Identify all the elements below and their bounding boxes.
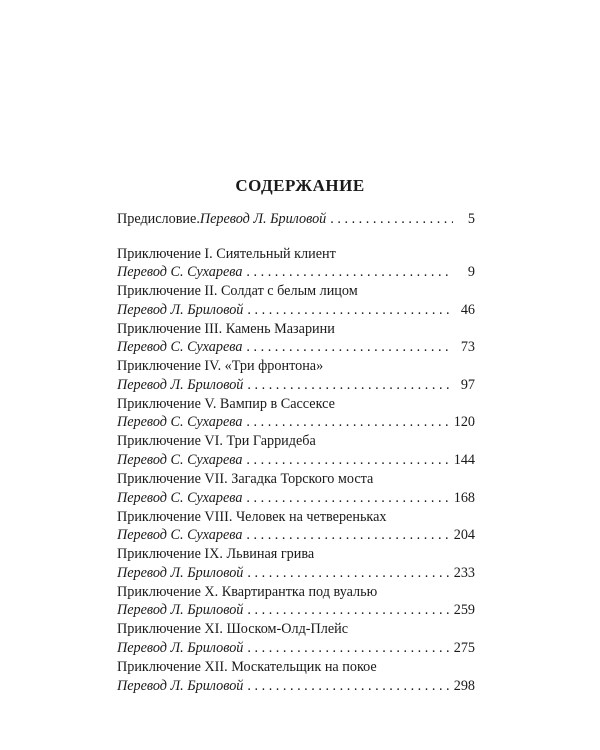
toc-entry	[117, 357, 475, 394]
table-of-contents	[117, 210, 475, 696]
toc-entry-translator: Перевод С. Сухарева	[117, 489, 243, 506]
toc-preface-translator: Перевод Л. Бриловой	[199, 211, 327, 227]
toc-entry-page: 204	[453, 527, 475, 544]
toc-entry-title: Приключение I. Сиятельный клиент	[117, 245, 336, 262]
toc-entry	[117, 282, 475, 319]
toc-entry-title: Приключение IV. «Три фронтона»	[117, 358, 324, 375]
toc-entry-line	[117, 677, 475, 696]
toc-entry-page: 9	[467, 264, 475, 280]
page-title: СОДЕРЖАНИЕ	[235, 176, 365, 195]
toc-entry-translator: Перевод С. Сухарева	[117, 451, 243, 468]
toc-entry-translator: Перевод С. Сухарева	[117, 339, 243, 356]
toc-entry	[117, 658, 475, 695]
leader-dots	[247, 677, 449, 696]
toc-entry-translator: Перевод Л. Бриловой	[117, 301, 244, 318]
toc-entry-title: Приключение II. Солдат с белым лицом	[117, 283, 358, 300]
leader-dots	[246, 263, 453, 282]
toc-entry-page: 259	[453, 602, 475, 619]
toc-entry-line	[117, 263, 475, 282]
toc-entry-page: 168	[453, 489, 475, 506]
leader-dots	[247, 301, 453, 320]
toc-entry-title: Приключение V. Вампир в Сассексе	[117, 395, 335, 412]
toc-entry-line	[117, 489, 475, 508]
leader-dots	[247, 639, 449, 658]
toc-preface-line	[117, 210, 475, 229]
toc-entry-translator: Перевод С. Сухарева	[117, 527, 243, 544]
toc-entry	[117, 245, 475, 282]
toc-entry-line	[117, 301, 475, 320]
toc-entry-title: Приключение III. Камень Мазарини	[117, 320, 335, 337]
toc-entry-title: Приключение IX. Львиная грива	[117, 546, 315, 563]
toc-entry-title: Приключение VIII. Человек на четвереньках	[117, 508, 387, 525]
toc-entry-page: 298	[453, 677, 475, 694]
toc-entry-page: 144	[453, 451, 475, 468]
toc-entry	[117, 545, 475, 582]
toc-entry-page: 46	[460, 301, 475, 318]
leader-dots	[247, 376, 453, 395]
toc-entry-page: 275	[453, 639, 475, 656]
toc-entry-translator: Перевод Л. Бриловой	[117, 564, 244, 581]
toc-entry	[117, 470, 475, 507]
toc-preface	[117, 210, 475, 229]
toc-entry-title: Приключение XI. Шоском-Олд-Плейс	[117, 621, 349, 638]
toc-entry	[117, 395, 475, 432]
toc-entry-line	[117, 639, 475, 658]
toc-entries	[117, 245, 475, 696]
toc-entry-title: Приключение VI. Три Гарридеба	[117, 433, 316, 450]
toc-entry-translator: Перевод Л. Бриловой	[117, 602, 244, 619]
toc-entry-line	[117, 376, 475, 395]
toc-entry-title: Приключение VII. Загадка Торского моста	[117, 471, 374, 488]
leader-dots	[246, 338, 453, 357]
toc-entry	[117, 320, 475, 357]
toc-entry-title: Приключение X. Квартирантка под вуалью	[117, 583, 378, 600]
toc-entry-line	[117, 564, 475, 583]
toc-entry	[117, 620, 475, 657]
toc-entry-translator: Перевод С. Сухарева	[117, 414, 243, 431]
toc-entry-line	[117, 601, 475, 620]
toc-entry	[117, 583, 475, 620]
toc-entry-title: Приключение XII. Москательщик на покое	[117, 659, 377, 676]
toc-entry-translator: Перевод С. Сухарева	[117, 264, 243, 280]
toc-preface-label: Предисловие.	[117, 211, 200, 227]
leader-dots	[247, 564, 449, 583]
leader-dots	[246, 451, 449, 470]
toc-entry-translator: Перевод Л. Бриловой	[117, 376, 244, 393]
toc-entry-translator: Перевод Л. Бриловой	[117, 677, 244, 694]
toc-entry-line	[117, 451, 475, 470]
leader-dots	[330, 210, 453, 229]
toc-entry-line	[117, 526, 475, 545]
leader-dots	[246, 489, 449, 508]
leader-dots	[246, 413, 449, 432]
toc-preface-page: 5	[467, 211, 475, 227]
toc-entry-page: 97	[460, 376, 475, 393]
toc-entry-translator: Перевод Л. Бриловой	[117, 639, 244, 656]
toc-entry-page: 120	[453, 414, 475, 431]
toc-entry	[117, 432, 475, 469]
toc-entry-line	[117, 413, 475, 432]
toc-entry-page: 73	[460, 339, 475, 356]
toc-entry-line	[117, 338, 475, 357]
toc-entry-page: 233	[453, 564, 475, 581]
leader-dots	[246, 526, 449, 545]
toc-entry	[117, 508, 475, 545]
leader-dots	[247, 601, 449, 620]
